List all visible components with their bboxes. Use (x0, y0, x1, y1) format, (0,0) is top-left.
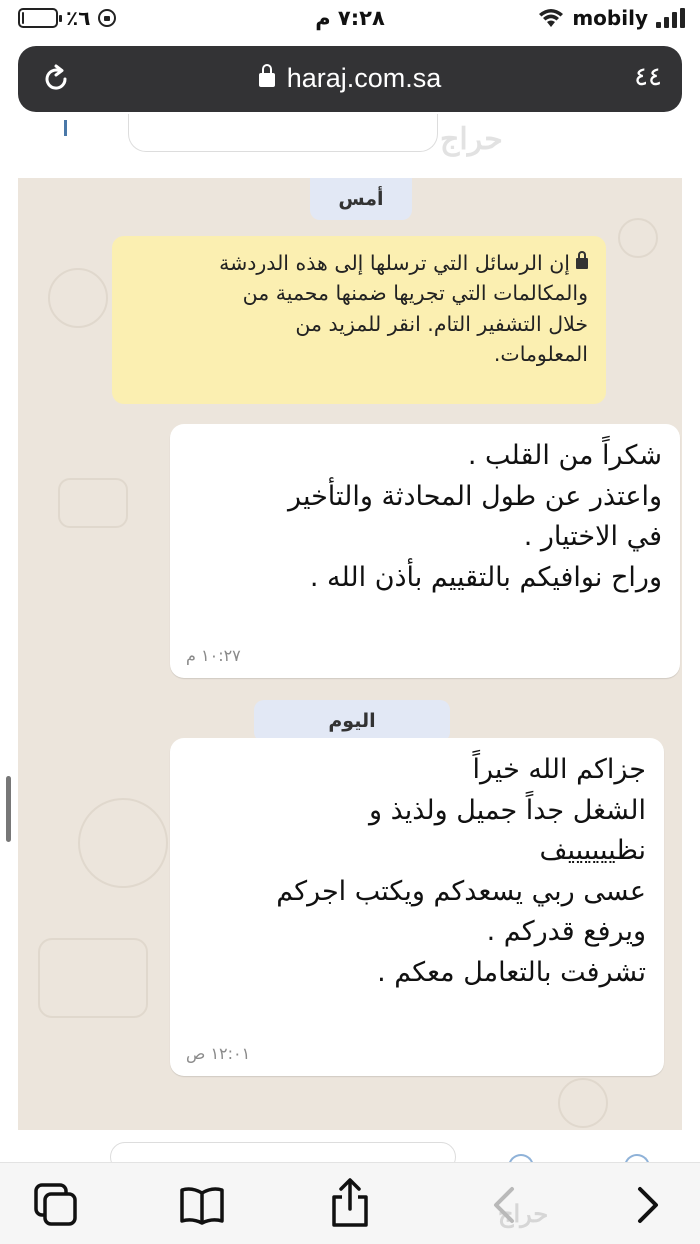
message-line: تشرفت بالتعامل معكم . (377, 956, 646, 988)
page-footer-strip (0, 1130, 700, 1164)
site-logo-icon: ﺣﺮاج (440, 122, 503, 157)
tab-count[interactable]: ٤٤ (634, 62, 662, 92)
page-menu-icon (64, 120, 67, 136)
signal-icon (656, 8, 686, 28)
scroll-indicator[interactable] (6, 776, 11, 842)
url-text: haraj.com.sa (286, 63, 442, 93)
page-header-strip (0, 118, 700, 176)
status-time: ٧:٢٨ م (315, 6, 385, 30)
message-line: الشغل جداً جميل ولذيذ و (368, 794, 646, 826)
message-line: واعتذر عن طول المحادثة والتأخير (288, 480, 662, 512)
message-bubble (170, 424, 680, 678)
carrier-name: mobily (572, 6, 648, 30)
message-line: ويرفع قدركم . (486, 916, 646, 947)
notice-line: إن الرسائل التي ترسلها إلى هذه الدردشة (130, 248, 588, 278)
wifi-icon (538, 8, 564, 28)
message-line: وراح نوافيكم بالتقييم بأذن الله . (309, 561, 662, 593)
message-line: نظييييييف (539, 835, 646, 866)
back-icon[interactable] (482, 1181, 530, 1229)
notice-line: المعلومات. (493, 341, 588, 366)
url-display[interactable] (18, 63, 682, 94)
notice-line: والمكالمات التي تجريها ضمنها محمية من (242, 281, 588, 306)
message-line: شكراً من القلب . (467, 440, 662, 471)
forward-icon[interactable] (622, 1181, 670, 1229)
bookmarks-icon[interactable] (178, 1181, 226, 1229)
message-line: في الاختيار . (523, 521, 662, 552)
chat-screenshot (18, 178, 682, 1130)
message-bubble (170, 738, 664, 1076)
status-bar (0, 0, 700, 40)
encryption-notice (112, 236, 606, 404)
message-time: ١٢:٠١ ص (186, 1044, 251, 1063)
lock-icon (576, 258, 588, 269)
date-separator-today: اليوم (254, 700, 450, 742)
notice-line: خلال التشفير التام. انقر للمزيد من (295, 311, 588, 336)
share-icon[interactable] (326, 1177, 374, 1225)
wallpaper-doodle (38, 938, 148, 1018)
message-time: ١٠:٢٧ م (186, 646, 241, 665)
wallpaper-doodle (558, 1078, 608, 1128)
address-bar[interactable] (18, 46, 682, 112)
battery-percent: ٪٦ (66, 6, 91, 30)
browser-toolbar (0, 1162, 700, 1244)
message-line: عسى ربي يسعدكم ويكتب اجركم (276, 875, 646, 907)
page-search-field[interactable] (128, 114, 438, 152)
tabs-icon[interactable] (32, 1181, 80, 1229)
wallpaper-doodle (78, 798, 168, 888)
wallpaper-doodle (618, 218, 658, 258)
wallpaper-doodle (48, 268, 108, 328)
status-right (538, 6, 686, 30)
message-line: جزاكم الله خيراً (472, 754, 646, 785)
site-watermark-icon: ﺣﺮاج (498, 1199, 549, 1228)
wallpaper-doodle (58, 478, 128, 528)
date-separator-yesterday: أمس (310, 178, 412, 220)
lock-icon (259, 73, 275, 87)
